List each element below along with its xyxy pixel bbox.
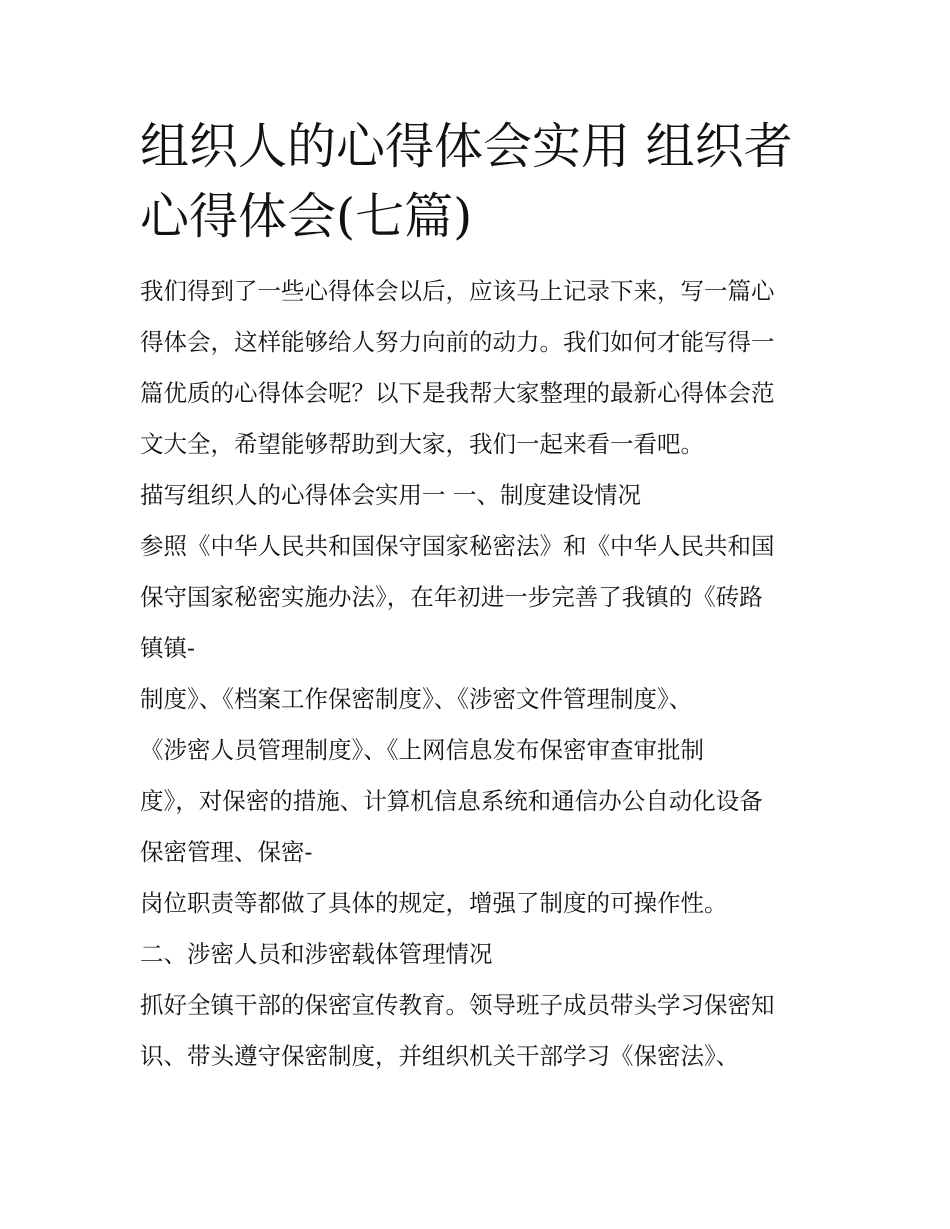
body-line: 保密管理、保密- <box>140 838 313 866</box>
body-line: 制度》、《档案工作保密制度》、《涉密文件管理制度》、 <box>140 685 693 713</box>
body-line: 得体会，这样能够给人努力向前的动力。我们如何才能写得一 <box>140 328 775 356</box>
document-page <box>140 112 820 1082</box>
body-line: 篇优质的心得体会呢？以下是我帮大家整理的最新心得体会范 <box>140 379 775 407</box>
body-line: 《涉密人员管理制度》、《上网信息发布保密审查审批制 <box>140 736 704 764</box>
body-line: 文大全，希望能够帮助到大家，我们一起来看一看吧。 <box>140 430 704 458</box>
body-line: 参照《中华人民共和国保守国家秘密法》和《中华人民共和国 <box>140 532 775 560</box>
document-title <box>140 112 820 252</box>
section-heading: 描写组织人的心得体会实用一 一、制度建设情况 <box>140 481 641 509</box>
body-line: 度》，对保密的措施、计算机信息系统和通信办公自动化设备 <box>140 787 763 815</box>
body-line: 保守国家秘密实施办法》，在年初进一步完善了我镇的《砖路 <box>140 583 763 611</box>
body-line: 镇镇- <box>140 634 195 662</box>
body-line: 岗位职责等都做了具体的规定，增强了制度的可操作性。 <box>140 889 728 917</box>
body-line: 我们得到了一些心得体会以后，应该马上记录下来，写一篇心 <box>140 277 775 305</box>
body-line: 识、带头遵守保密制度，并组织机关干部学习《保密法》、 <box>140 1042 740 1070</box>
body-line: 抓好全镇干部的保密宣传教育。领导班子成员带头学习保密知 <box>140 991 775 1019</box>
title-line: 心得体会(七篇) <box>140 188 473 245</box>
section-heading: 二、涉密人员和涉密载体管理情况 <box>140 940 493 968</box>
document-body <box>140 266 820 1082</box>
title-line: 组织人的心得体会实用 组织者 <box>140 118 793 175</box>
